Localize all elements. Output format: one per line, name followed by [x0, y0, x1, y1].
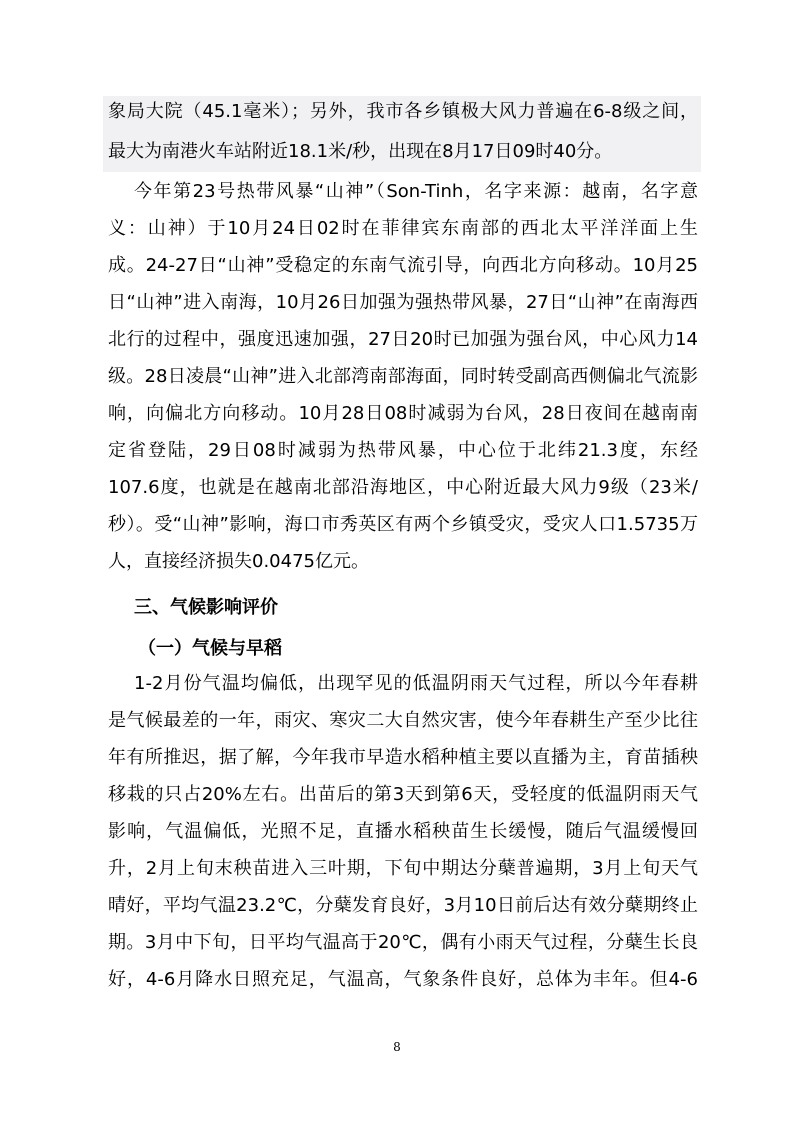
text-line: 响，向偏北方向移动。10月28日08时减弱为台风，28日夜间在越南南: [108, 403, 698, 424]
text-line: 象局大院（45.1毫米）；另外，我市各乡镇极大风力普遍在6-8级之间，: [108, 101, 698, 122]
text-line: 日“山神”进入南海，10月26日加强为强热带风暴，27日“山神”在南海西: [108, 292, 698, 313]
text-line: 影响，气温偏低，光照不足，直播水稻秧苗生长缓慢，随后气温缓慢回: [108, 821, 698, 842]
text-line: 晴好，平均气温23.2℃，分蘖发育良好，3月10日前后达有效分蘖期终止: [108, 895, 698, 916]
text-line: 定省登陆，29日08时减弱为热带风暴，中心位于北纬21.3度，东经: [108, 440, 698, 461]
paragraph-first-line: 1-2月份气温均偏低，出现罕见的低温阴雨天气过程，所以今年春耕: [134, 673, 698, 694]
text-line: 义：山神）于10月24日02时在菲律宾东南部的西北太平洋洋面上生: [108, 218, 698, 239]
paragraph-first-line: 今年第23号热带风暴“山神”（Son-Tinh，名字来源：越南，名字意: [134, 181, 698, 202]
text-line: 级。28日凌晨“山神”进入北部湾南部海面，同时转受副高西侧偏北气流影: [108, 366, 698, 387]
text-line: 人，直接经济损失0.0475亿元。: [108, 551, 369, 572]
text-line: 年有所推迟，据了解，今年我市早造水稻种植主要以直播为主，育苗插秧: [108, 747, 698, 768]
text-line: 成。24-27日“山神”受稳定的东南气流引导，向西北方向移动。10月25: [108, 255, 698, 276]
text-line: 107.6度，也就是在越南北部沿海地区，中心附近最大风力9级（23米/: [108, 477, 698, 498]
text-line: 北行的过程中，强度迅速加强，27日20时已加强为强台风，中心风力14: [108, 329, 698, 350]
text-line: 移栽的只占20%左右。出苗后的第3天到第6天，受轻度的低温阴雨天气: [108, 784, 698, 805]
text-line: 最大为南港火车站附近18.1米/秒，出现在8月17日09时40分。: [108, 141, 613, 162]
text-line: 期。3月中下旬，日平均气温高于20℃，偶有小雨天气过程，分蘖生长良: [108, 932, 698, 953]
subsection-heading: （一）气候与早稻: [138, 638, 282, 659]
page-number: 8: [393, 1040, 401, 1054]
text-line: 好，4-6月降水日照充足，气温高，气象条件良好，总体为丰年。但4-6: [108, 969, 698, 990]
text-line: 是气候最差的一年，雨灾、寒灾二大自然灾害，使今年春耕生产至少比往: [108, 710, 698, 731]
text-line: 升，2月上旬末秧苗进入三叶期，下旬中期达分蘖普遍期，3月上旬天气: [108, 858, 698, 879]
text-line: 秒）。受“山神”影响，海口市秀英区有两个乡镇受灾，受灾人口1.5735万: [108, 514, 698, 535]
section-heading: 三、气候影响评价: [134, 597, 278, 618]
